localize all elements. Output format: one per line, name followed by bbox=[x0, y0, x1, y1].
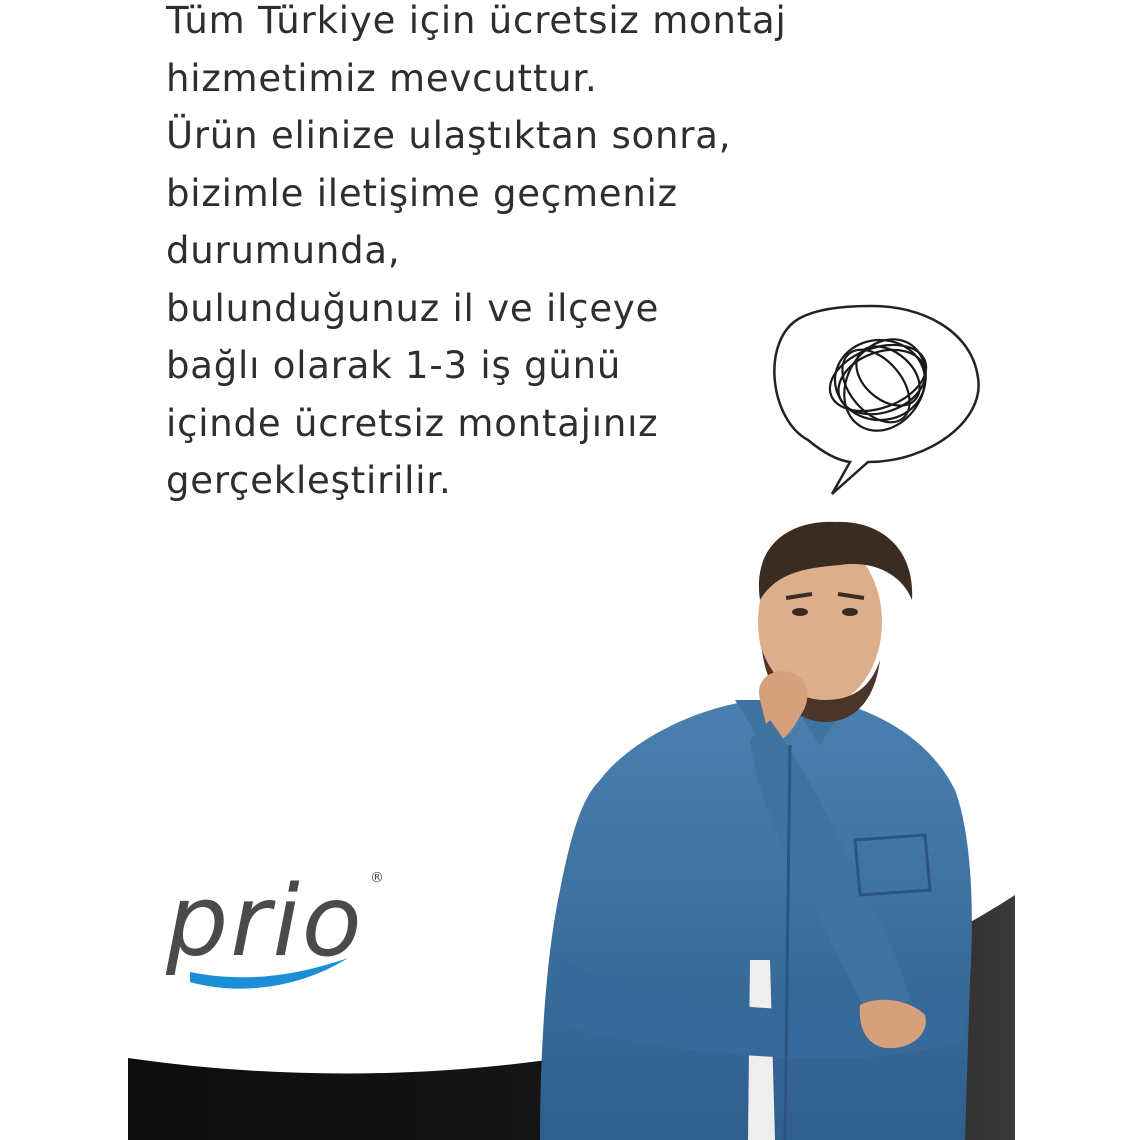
promo-line: gerçekleştirilir. bbox=[166, 459, 452, 502]
promo-line: hizmetimiz mevcuttur. bbox=[166, 56, 598, 100]
promo-line: içinde ücretsiz montajınız bbox=[166, 401, 659, 445]
promo-line: bulunduğunuz il ve ilçeye bbox=[166, 286, 660, 330]
registered-mark: ® bbox=[370, 870, 384, 886]
promo-line: Ürün elinize ulaştıktan sonra, bbox=[166, 114, 732, 157]
promo-line: Tüm Türkiye için ücretsiz montaj bbox=[166, 0, 787, 42]
thinking-man-illustration bbox=[540, 522, 972, 1140]
promo-line: bizimle iletişime geçmeniz bbox=[166, 171, 678, 215]
promo-line: durumunda, bbox=[166, 229, 401, 272]
promo-message bbox=[166, 0, 886, 510]
promo-line: bağlı olarak 1-3 iş günü bbox=[166, 344, 622, 387]
prio-wordmark: prio bbox=[166, 865, 364, 979]
prio-logo bbox=[160, 860, 400, 1010]
